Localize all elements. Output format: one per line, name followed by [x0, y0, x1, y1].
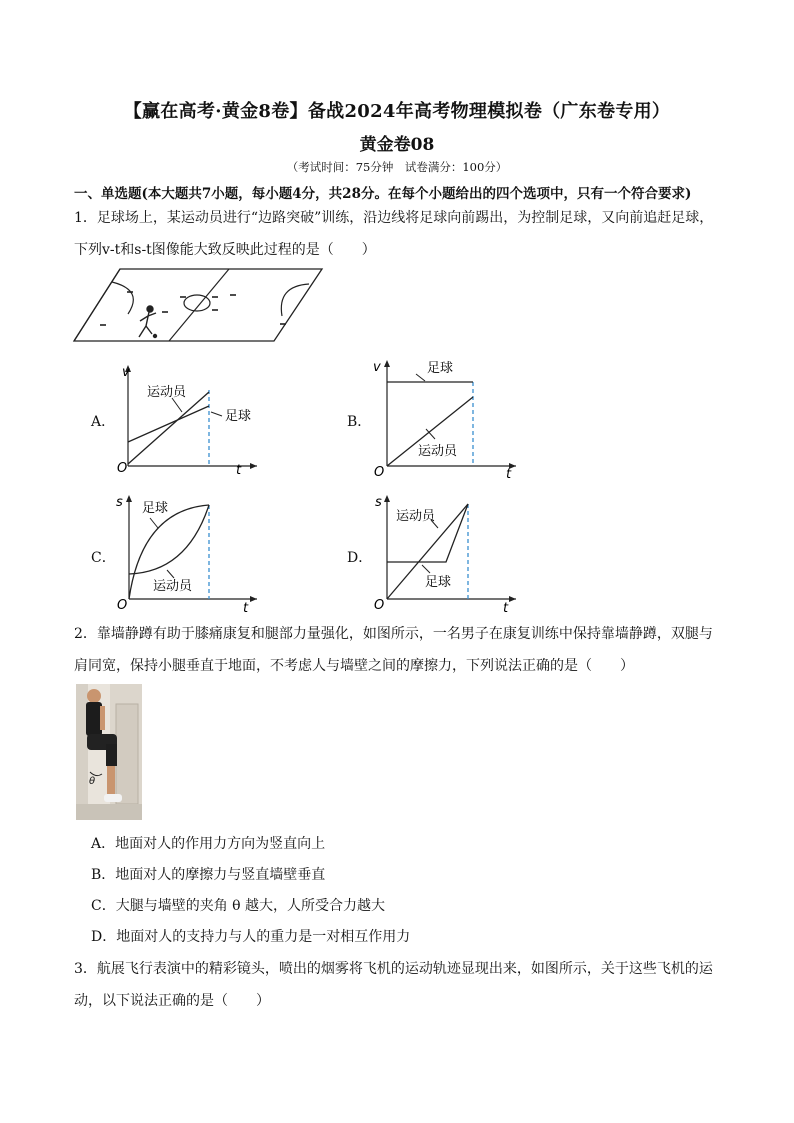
- option-c-label: C．: [91, 550, 116, 566]
- q2-option-b: B．地面对人的摩擦力与竖直墙壁垂直: [91, 867, 326, 883]
- graph-b-x-label: t: [506, 467, 512, 480]
- option-a-label: A．: [91, 414, 116, 430]
- graph-d-x-label: t: [503, 601, 509, 615]
- ball-icon: [153, 334, 157, 338]
- graph-a: [112, 360, 262, 475]
- graph-c: [112, 490, 262, 615]
- graph-b-label-athlete: 运动员: [418, 444, 458, 459]
- graph-c-label-athlete: 运动员: [153, 579, 193, 594]
- graph-d-label-ball: 足球: [425, 575, 452, 590]
- graph-a-origin: O: [117, 461, 128, 475]
- exam-title: 【赢在高考·黄金8卷】备战2024年高考物理模拟卷（广东卷专用）: [123, 101, 671, 122]
- graph-a-y-label: v: [122, 365, 130, 380]
- option-d-label: D．: [347, 550, 373, 566]
- graph-d-y-label: s: [375, 495, 382, 510]
- option-b-label: B．: [347, 414, 372, 430]
- graph-b-y-label: v: [373, 360, 381, 375]
- graph-a-label-ball: 足球: [225, 409, 252, 424]
- graph-b: [372, 355, 522, 480]
- graph-b-label-ball: 足球: [427, 361, 454, 376]
- graph-a-x-label: t: [236, 463, 242, 475]
- section-heading: 一、单选题(本大题共7小题，每小题4分，共28分。在每个小题给出的四个选项中，只有一个符合要求): [74, 186, 692, 202]
- question-2-text: 2．靠墙静蹲有助于膝痛康复和腿部力量强化，如图所示，一名男子在康复训练中保持靠墙静蹲，双腿与肩同宽，保持小腿垂直于地面，不考虑人与墙壁之间的摩擦力，下列说法正确的是（ ）: [74, 626, 713, 674]
- q2-option-a: A．地面对人的作用力方向为竖直向上: [91, 836, 326, 852]
- graph-d-origin: O: [374, 598, 385, 613]
- q2-option-d: D．地面对人的支持力与人的重力是一对相互作用力: [91, 929, 411, 945]
- exam-subtitle: 黄金卷08: [359, 135, 435, 155]
- soccer-field-diagram: [72, 266, 327, 344]
- wall-squat-photo: [76, 684, 142, 820]
- graph-c-x-label: t: [243, 601, 249, 615]
- graph-d: [372, 490, 522, 615]
- question-3-text: 3．航展飞行表演中的精彩镜头，喷出的烟雾将飞机的运动轨迹显现出来，如图所示，关于这些飞机的运动，以下说法正确的是（ ）: [74, 961, 713, 1009]
- graph-a-label-athlete: 运动员: [147, 385, 187, 400]
- graph-d-label-athlete: 运动员: [396, 509, 436, 524]
- graph-c-label-ball: 足球: [142, 501, 169, 516]
- theta-label: θ: [89, 776, 96, 787]
- q2-option-c: C．大腿与墙壁的夹角 θ 越大，人所受合力越大: [91, 898, 386, 914]
- graph-c-y-label: s: [116, 495, 123, 510]
- graph-c-origin: O: [117, 598, 128, 613]
- graph-b-origin: O: [374, 465, 385, 480]
- question-1-text: 1．足球场上，某运动员进行“边路突破”训练，沿边线将足球向前踢出，为控制足球，又向前追赶足球，下列v-t和s-t图像能大致反映此过程的是（ ）: [74, 210, 714, 258]
- exam-info: （考试时间：75分钟 试卷满分：100分）: [286, 160, 508, 174]
